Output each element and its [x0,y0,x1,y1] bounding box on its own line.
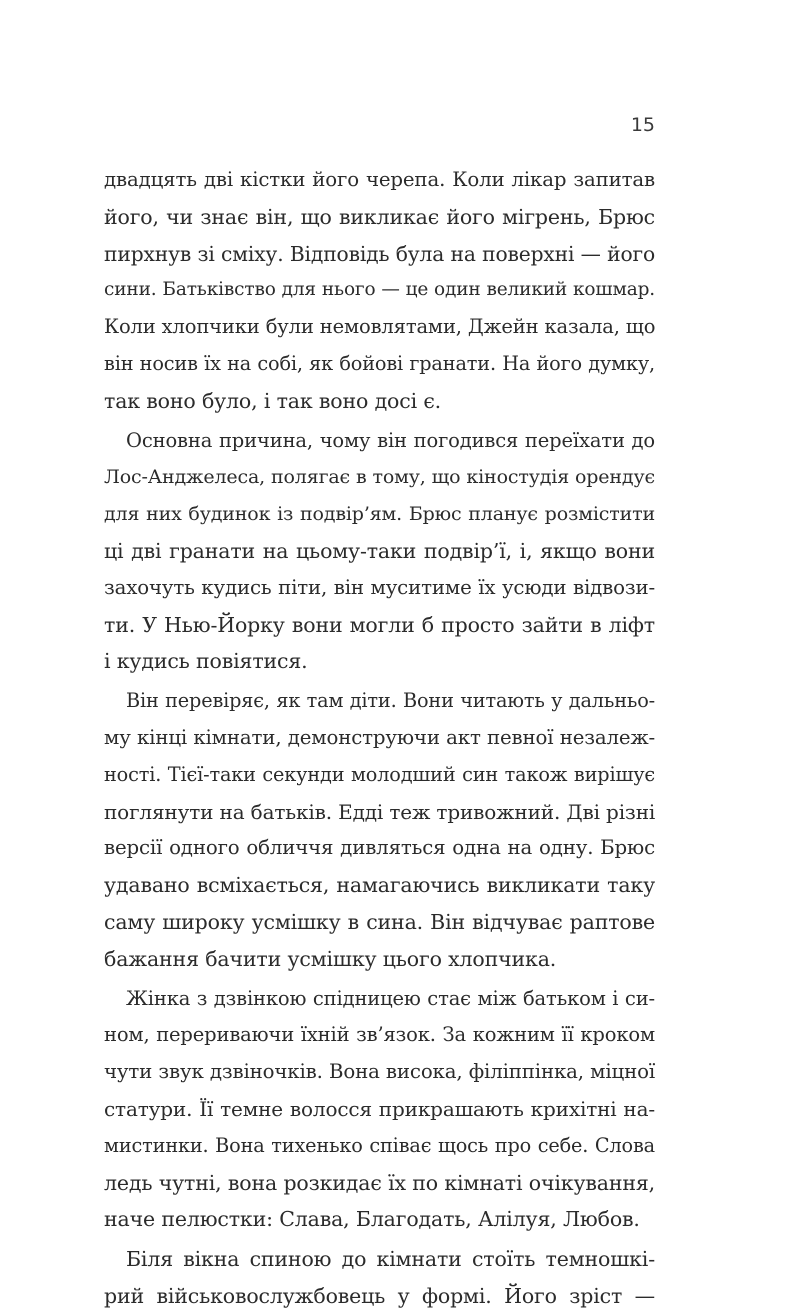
text-line: Основна причина, чому він погодився переїхати до [126,428,655,452]
text-line: так воно було, і так воно досі є. [104,388,442,413]
text-line: Коли хлопчики були немовлятами, Джейн казала, що [104,315,656,339]
text-line: для них будинок із подвір’ям. Брюс планує розмістити [104,503,655,526]
text-line: Лос-Анджелеса, полягає в тому, що кіностудія орендує [104,466,655,489]
text-line: наче пелюстки: Слава, Благодать, Алілуя, Любов. [104,1207,640,1232]
text-line: поглянути на батьків. Едді теж тривожний. Дві різні [104,799,656,824]
text-line: ном, перериваючи їхній зв’язок. За кожним її кроком [104,1023,655,1047]
text-line: бажання бачити усмішку цього хлопчика. [104,946,557,971]
text-line: двадцять дві кістки його черепа. Коли лікар запитав [104,168,655,191]
paragraph [104,162,655,420]
text-line: і кудись повіятися. [104,649,308,674]
text-line: ності. Тієї-таки секунди молодший син також вирішує [104,762,655,786]
text-line: Він перевіряє, як там діти. Вони читають у дальньо- [126,689,655,713]
text-line: Жінка з дзвінкою спідницею стає між батьком і си- [126,986,655,1010]
text-line: мистинки. Вона тихенько співає щось про себе. Слова [104,1133,655,1157]
text-line: ці дві гранати на цьому-таки подвір’ї, і, якщо вони [104,538,655,563]
text-line: він носив їх на собі, як бойові гранати. На його думку, [104,351,655,375]
body-text [104,162,655,1315]
text-line: Біля вікна спиною до кімнати стоїть темношкі- [126,1247,655,1272]
text-line: му кінці кімнати, демонструючи акт певної незалеж- [104,725,655,749]
paragraph [104,423,655,681]
text-line: сини. Батьківство для нього — це один великий кошмар. [104,279,655,301]
text-line: версії одного обличчя дивляться одна на одну. Брюс [104,836,655,860]
text-line: статури. Її темне волосся прикрашають крихітні на- [104,1096,655,1121]
page-number: 15 [630,114,655,136]
paragraph [104,683,655,977]
text-line: ледь чутні, вона розкидає їх по кімнаті очікування, [104,1170,655,1195]
paragraph [104,981,655,1239]
text-line: чути звук дзвіночків. Вона висока, філіппінка, міцної [104,1060,655,1084]
text-line: його, чи знає він, що викликає його мігрень, Брюс [104,204,655,229]
paragraph [104,1241,655,1315]
text-line: саму широку усмішку в сина. Він відчуває раптове [104,909,655,934]
text-line: ти. У Нью-Йорку вони могли б просто зайти в ліфт [104,612,655,637]
text-line: удавано всміхається, намагаючись викликати таку [104,873,655,898]
text-line: пирхнув зі сміху. Відповідь була на поверхні — його [104,241,655,266]
text-line: рий військовослужбовець у формі. Його зріст — [104,1283,655,1308]
text-line: захочуть кудись піти, він муситиме їх усюди відвози- [104,575,655,599]
